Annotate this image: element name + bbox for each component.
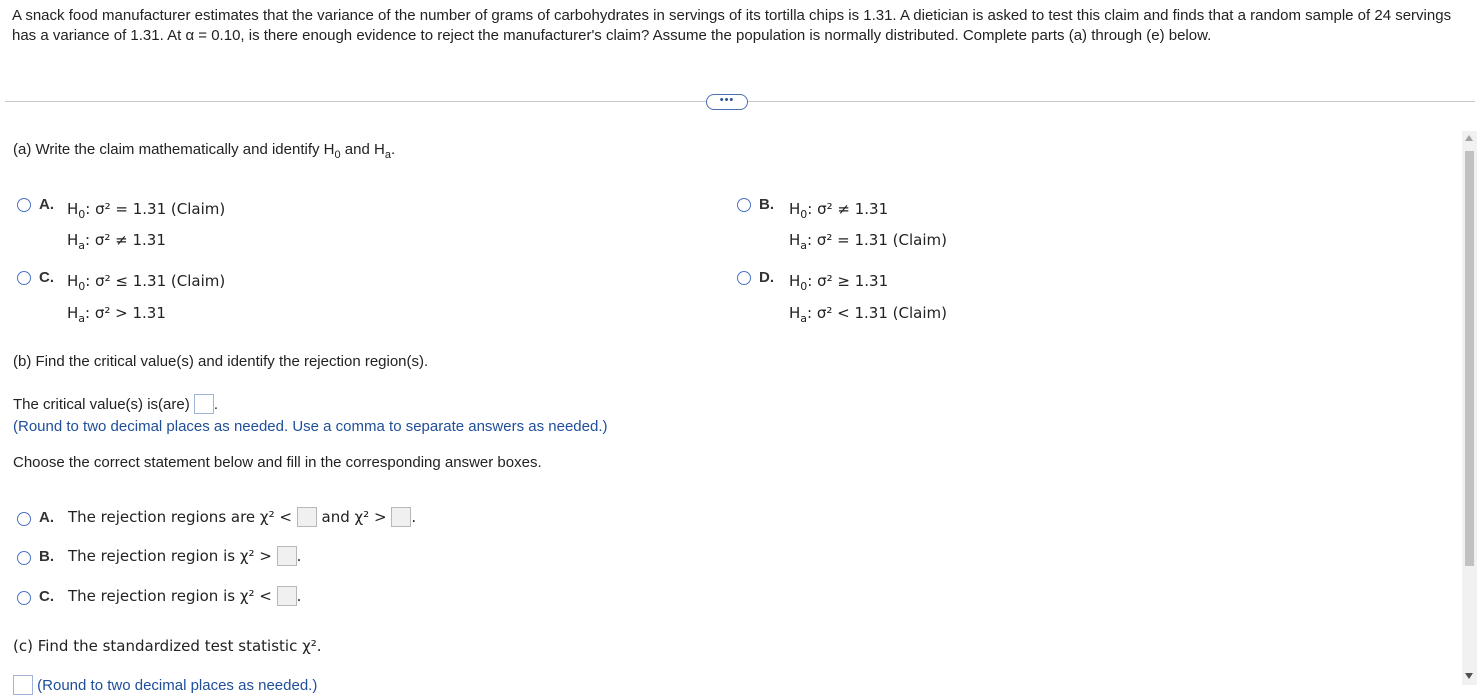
part-c-answer-row (13, 675, 317, 695)
critical-value-label: The critical value(s) is(are) (13, 396, 190, 413)
part-a-option-b-h0: $H_0$: σ² ≠ 1.31 (789, 200, 889, 221)
test-statistic-input[interactable] (13, 675, 33, 695)
part-a-option-b-ha: $H_a$: σ² = 1.31 (Claim) (789, 231, 947, 252)
part-a-option-a-h0: $H_0$: σ² = 1.31 (Claim) (67, 200, 226, 221)
part-a-option-b-letter: B. (759, 196, 774, 213)
part-a-option-d-h0: $H_0$: σ² ≥ 1.31 (789, 272, 889, 293)
critical-value-row: The critical value(s) is(are) . (13, 396, 219, 413)
critical-value-input[interactable] (194, 394, 214, 414)
problem-statement: A snack food manufacturer estimates that the variance of the number of grams of carbohydrates in servings of its tortilla chips is 1.31. A dietician is asked to test this claim and finds that a random sample of 24 servings has a variance of 1.31. At α = 0.10, is there enough evidence to reject the manufacturer's claim? Assume the population is normally distributed. Complete parts (a) through (e) below. (12, 7, 1452, 44)
scrollbar-thumb[interactable] (1465, 151, 1474, 566)
part-a-prompt: (a) Write the claim mathematically and identify $H_0$ and $H_a$. (13, 141, 396, 161)
critical-value-hint: (Round to two decimal places as needed. Use a comma to separate answers as needed.) (13, 418, 608, 435)
rejection-left-input[interactable] (277, 586, 297, 606)
part-a-option-c-radio[interactable] (17, 271, 31, 285)
rejection-lower-input[interactable] (297, 507, 317, 527)
part-c-hint: (Round to two decimal places as needed.) (37, 677, 318, 694)
scroll-up-arrow-icon[interactable] (1465, 135, 1473, 141)
part-a-option-d-radio[interactable] (737, 271, 751, 285)
expand-more-button[interactable]: ••• (706, 94, 748, 110)
part-b-option-b-radio[interactable] (17, 551, 31, 565)
part-b-prompt: (b) Find the critical value(s) and identify the rejection region(s). (13, 353, 429, 370)
part-b-option-a-text: The rejection regions are χ² < and χ² > . (68, 508, 417, 526)
part-a-option-c-letter: C. (39, 269, 54, 286)
part-a-option-b-radio[interactable] (737, 198, 751, 212)
part-a-option-d-letter: D. (759, 269, 774, 286)
part-a-option-a-ha: $H_a$: σ² ≠ 1.31 (67, 231, 166, 252)
part-a-option-d-ha: $H_a$: σ² < 1.31 (Claim) (789, 304, 947, 325)
part-b-option-b-letter: B. (39, 548, 54, 565)
scroll-down-arrow-icon[interactable] (1465, 673, 1473, 679)
part-b-option-a-letter: A. (39, 509, 54, 526)
part-c-prompt: (c) Find the standardized test statistic χ². (13, 637, 322, 655)
part-a-option-c-h0: $H_0$: σ² ≤ 1.31 (Claim) (67, 272, 226, 293)
part-b-option-c-text: The rejection region is χ² < . (68, 587, 302, 605)
part-a-option-a-letter: A. (39, 196, 54, 213)
part-b-option-b-text: The rejection region is χ² > . (68, 547, 302, 565)
part-b-option-c-radio[interactable] (17, 591, 31, 605)
rejection-upper-input[interactable] (391, 507, 411, 527)
part-a-option-a-radio[interactable] (17, 198, 31, 212)
part-b-option-a-radio[interactable] (17, 512, 31, 526)
rejection-right-input[interactable] (277, 546, 297, 566)
part-b-option-c-letter: C. (39, 588, 54, 605)
choose-statement-instruction: Choose the correct statement below and fill in the corresponding answer boxes. (13, 454, 542, 471)
vertical-scrollbar[interactable] (1462, 131, 1477, 685)
part-a-option-c-ha: $H_a$: σ² > 1.31 (67, 304, 166, 325)
